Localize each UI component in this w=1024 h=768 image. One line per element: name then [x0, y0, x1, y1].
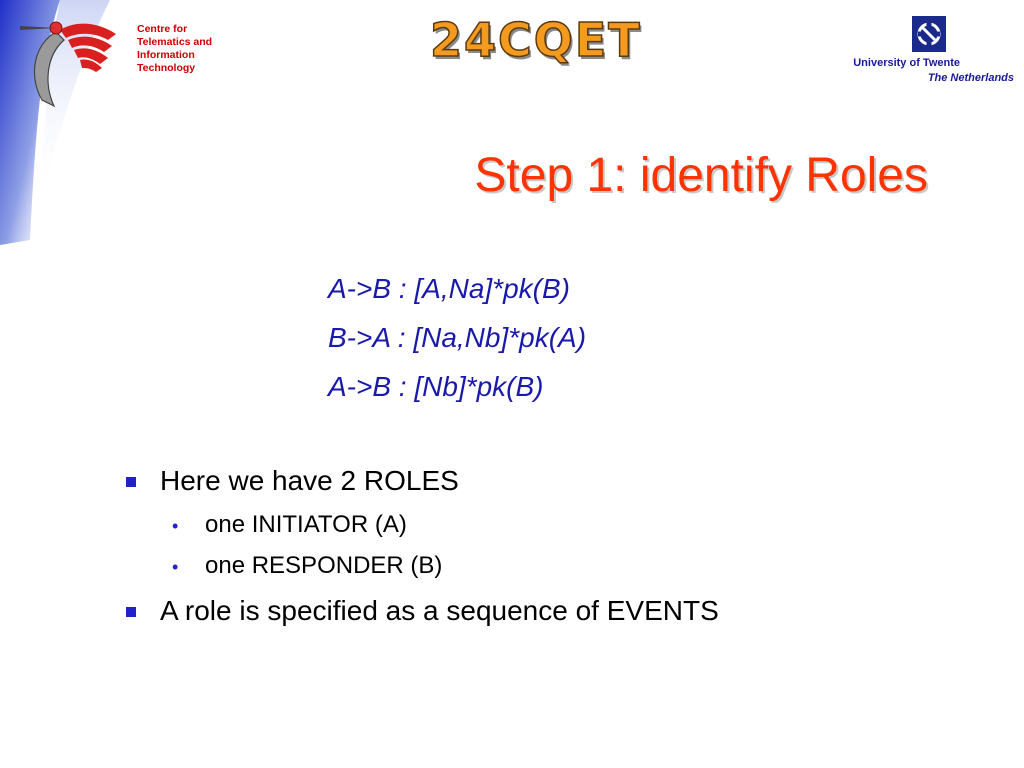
- bullet-text: A role is specified as a sequence of EVENTS: [160, 595, 719, 626]
- university-name: University of Twente: [853, 57, 960, 69]
- protocol-block: [328, 264, 586, 411]
- sub-bullet-text: one INITIATOR (A): [205, 511, 407, 538]
- protocol-line: A->B : [Nb]*pk(B): [328, 371, 544, 402]
- event-logo: 24CQET: [430, 13, 642, 67]
- sub-bullet-text: one RESPONDER (B): [205, 552, 443, 579]
- ctit-name: [137, 23, 212, 75]
- ctit-line: Technology: [137, 62, 196, 74]
- protocol-line: B->A : [Na,Nb]*pk(A): [328, 322, 587, 353]
- protocol-line: A->B : [A,Na]*pk(B): [328, 273, 570, 304]
- ctit-line: Information: [137, 49, 195, 61]
- ctit-logo: [16, 14, 120, 110]
- dot-bullet-icon: •: [172, 516, 179, 536]
- ctit-line: Centre for: [137, 23, 188, 35]
- university-twente-logo: [912, 16, 946, 52]
- dot-bullet-icon: •: [172, 557, 179, 577]
- bullet-text: Here we have 2 ROLES: [160, 465, 459, 496]
- university-country: The Netherlands: [927, 72, 1014, 84]
- slide-title: Step 1: identify Roles: [474, 149, 928, 202]
- ctit-line: Telematics and: [137, 36, 213, 48]
